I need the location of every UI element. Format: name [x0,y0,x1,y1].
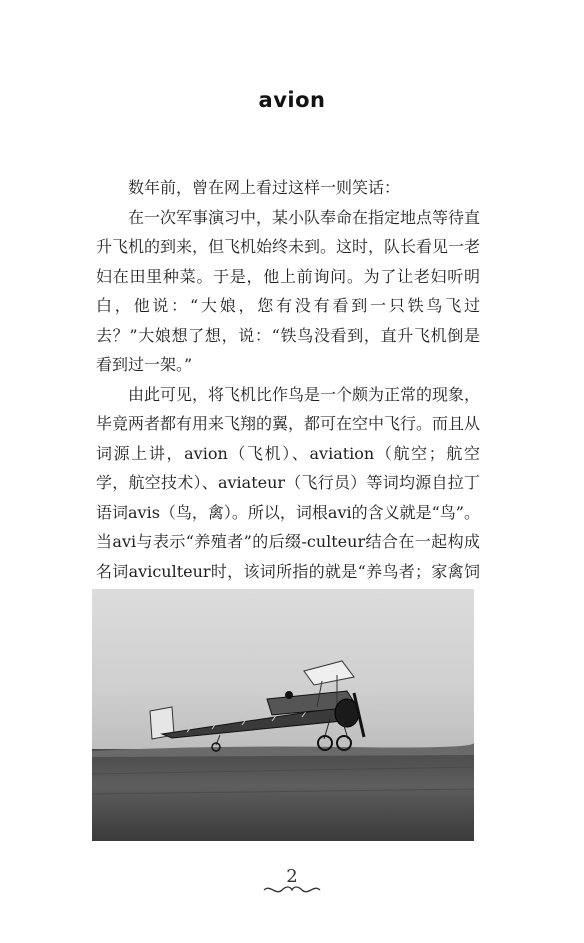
paragraph: 数年前，曾在网上看过这样一则笑话： [128,178,401,197]
airplane-photo [92,589,474,841]
body-text [96,173,480,616]
flourish-ornament [262,884,322,896]
page-number: 2 [286,866,298,887]
paragraph: 在一次军事演习中，某小队奉命在指定地点等待直升飞机的到来，但飞机始终未到。这时，队长看见一老妇在田里种菜。于是，他上前询问。为了让老妇听明白，他说：“大娘，您有没有看到一只铁鸟飞过去？”大娘想了想，说：“铁鸟没看到，直升飞机倒是看到过一架。” [96,207,481,374]
paragraph: 由此可见，将飞机比作鸟是一个颇为正常的现象，毕竟两者都有用来飞翔的翼，都可在空中飞行。而且从词源上讲，avion（飞机）、aviation（航空；航空学，航空技术）、aviateur（飞行员）等词均源自拉丁语词avis（鸟，禽）。所以，词根avi的含义就是“鸟”。当avi与表示“养殖者”的后缀-culteur结合在一起构成名词aviculteur时，该词所指的就是“养鸟者；家禽饲 [96,384,481,581]
page-footer [0,866,584,906]
page-title: avion [258,88,326,112]
